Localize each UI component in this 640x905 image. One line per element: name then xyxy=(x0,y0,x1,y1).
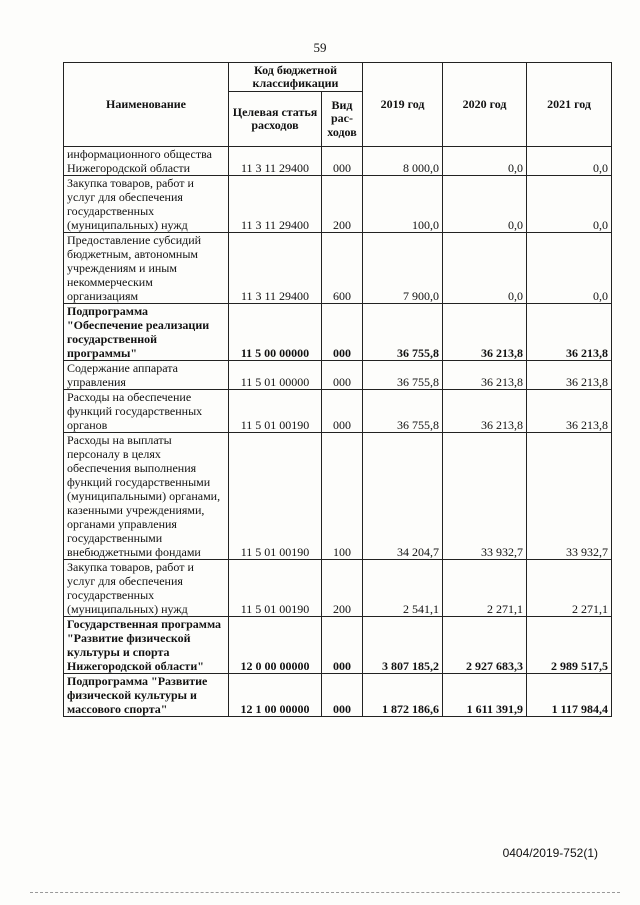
header-2020: 2020 год xyxy=(443,63,527,147)
budget-table xyxy=(63,62,612,717)
row-name: Государственная программа "Развитие физической культуры и спорта Нижегородской области" xyxy=(64,617,229,674)
row-expense-kind: 200 xyxy=(322,176,363,233)
row-value-2021: 1 117 984,4 xyxy=(527,674,612,717)
row-value-2020: 2 927 683,3 xyxy=(443,617,527,674)
header-target-article: Целевая статья расходов xyxy=(229,92,322,147)
row-target-code: 11 5 01 00190 xyxy=(229,390,322,433)
row-value-2020: 36 213,8 xyxy=(443,390,527,433)
bottom-divider xyxy=(30,892,620,893)
table-row xyxy=(64,433,612,560)
row-name: Содержание аппарата управления xyxy=(64,361,229,390)
table-row xyxy=(64,560,612,617)
row-expense-kind: 600 xyxy=(322,233,363,304)
row-value-2020: 1 611 391,9 xyxy=(443,674,527,717)
row-value-2021: 33 932,7 xyxy=(527,433,612,560)
row-target-code: 12 1 00 00000 xyxy=(229,674,322,717)
header-2021: 2021 год xyxy=(527,63,612,147)
table-row xyxy=(64,361,612,390)
table-row xyxy=(64,304,612,361)
row-name: Предоставление субсидий бюджетным, автономным учреждениям и иным некоммерческим организациям xyxy=(64,233,229,304)
row-expense-kind: 100 xyxy=(322,433,363,560)
page-number: 59 xyxy=(313,40,327,55)
row-value-2020: 33 932,7 xyxy=(443,433,527,560)
header-2019: 2019 год xyxy=(363,63,443,147)
row-value-2019: 7 900,0 xyxy=(363,233,443,304)
row-value-2020: 2 271,1 xyxy=(443,560,527,617)
row-value-2020: 0,0 xyxy=(443,176,527,233)
table-row xyxy=(64,390,612,433)
row-expense-kind: 000 xyxy=(322,390,363,433)
row-name: Закупка товаров, работ и услуг для обеспечения государственных (муниципальных) нужд xyxy=(64,176,229,233)
row-value-2021: 36 213,8 xyxy=(527,361,612,390)
row-value-2020: 36 213,8 xyxy=(443,304,527,361)
header-name: Наименование xyxy=(64,63,229,147)
table-row xyxy=(64,176,612,233)
row-value-2019: 8 000,0 xyxy=(363,147,443,176)
row-value-2019: 3 807 185,2 xyxy=(363,617,443,674)
row-value-2019: 100,0 xyxy=(363,176,443,233)
row-name: Подпрограмма "Развитие физической культуры и массового спорта" xyxy=(64,674,229,717)
table-row xyxy=(64,147,612,176)
row-value-2019: 1 872 186,6 xyxy=(363,674,443,717)
row-target-code: 11 3 11 29400 xyxy=(229,233,322,304)
row-target-code: 11 3 11 29400 xyxy=(229,176,322,233)
row-target-code: 11 5 00 00000 xyxy=(229,304,322,361)
row-target-code: 12 0 00 00000 xyxy=(229,617,322,674)
row-value-2019: 36 755,8 xyxy=(363,304,443,361)
table-body xyxy=(64,147,612,717)
row-target-code: 11 5 01 00190 xyxy=(229,560,322,617)
row-expense-kind: 000 xyxy=(322,361,363,390)
row-value-2021: 36 213,8 xyxy=(527,304,612,361)
row-expense-kind: 000 xyxy=(322,617,363,674)
row-value-2020: 0,0 xyxy=(443,233,527,304)
row-expense-kind: 000 xyxy=(322,304,363,361)
row-expense-kind: 200 xyxy=(322,560,363,617)
row-target-code: 11 5 01 00000 xyxy=(229,361,322,390)
header-code-group: Код бюджетной классификации xyxy=(229,63,363,92)
header-expense-kind: Вид рас-ходов xyxy=(322,92,363,147)
row-value-2021: 2 989 517,5 xyxy=(527,617,612,674)
row-value-2021: 0,0 xyxy=(527,147,612,176)
row-value-2021: 36 213,8 xyxy=(527,390,612,433)
table-row xyxy=(64,233,612,304)
row-target-code: 11 3 11 29400 xyxy=(229,147,322,176)
row-value-2019: 34 204,7 xyxy=(363,433,443,560)
row-name: информационного общества Нижегородской области xyxy=(64,147,229,176)
row-expense-kind: 000 xyxy=(322,674,363,717)
table-row xyxy=(64,674,612,717)
row-name: Расходы на выплаты персоналу в целях обеспечения выполнения функций государственными (муниципальными) органами, казенными учреждениями, органами управления государственными внебюджетными фондами xyxy=(64,433,229,560)
row-target-code: 11 5 01 00190 xyxy=(229,433,322,560)
row-value-2021: 2 271,1 xyxy=(527,560,612,617)
row-value-2019: 2 541,1 xyxy=(363,560,443,617)
row-name: Расходы на обеспечение функций государственных органов xyxy=(64,390,229,433)
row-name: Закупка товаров, работ и услуг для обеспечения государственных (муниципальных) нужд xyxy=(64,560,229,617)
row-value-2020: 36 213,8 xyxy=(443,361,527,390)
row-value-2019: 36 755,8 xyxy=(363,361,443,390)
row-expense-kind: 000 xyxy=(322,147,363,176)
row-value-2020: 0,0 xyxy=(443,147,527,176)
document-number: 0404/2019-752(1) xyxy=(502,846,598,860)
row-value-2021: 0,0 xyxy=(527,233,612,304)
table-row xyxy=(64,617,612,674)
row-value-2019: 36 755,8 xyxy=(363,390,443,433)
row-name: Подпрограмма "Обеспечение реализации государственной программы" xyxy=(64,304,229,361)
row-value-2021: 0,0 xyxy=(527,176,612,233)
